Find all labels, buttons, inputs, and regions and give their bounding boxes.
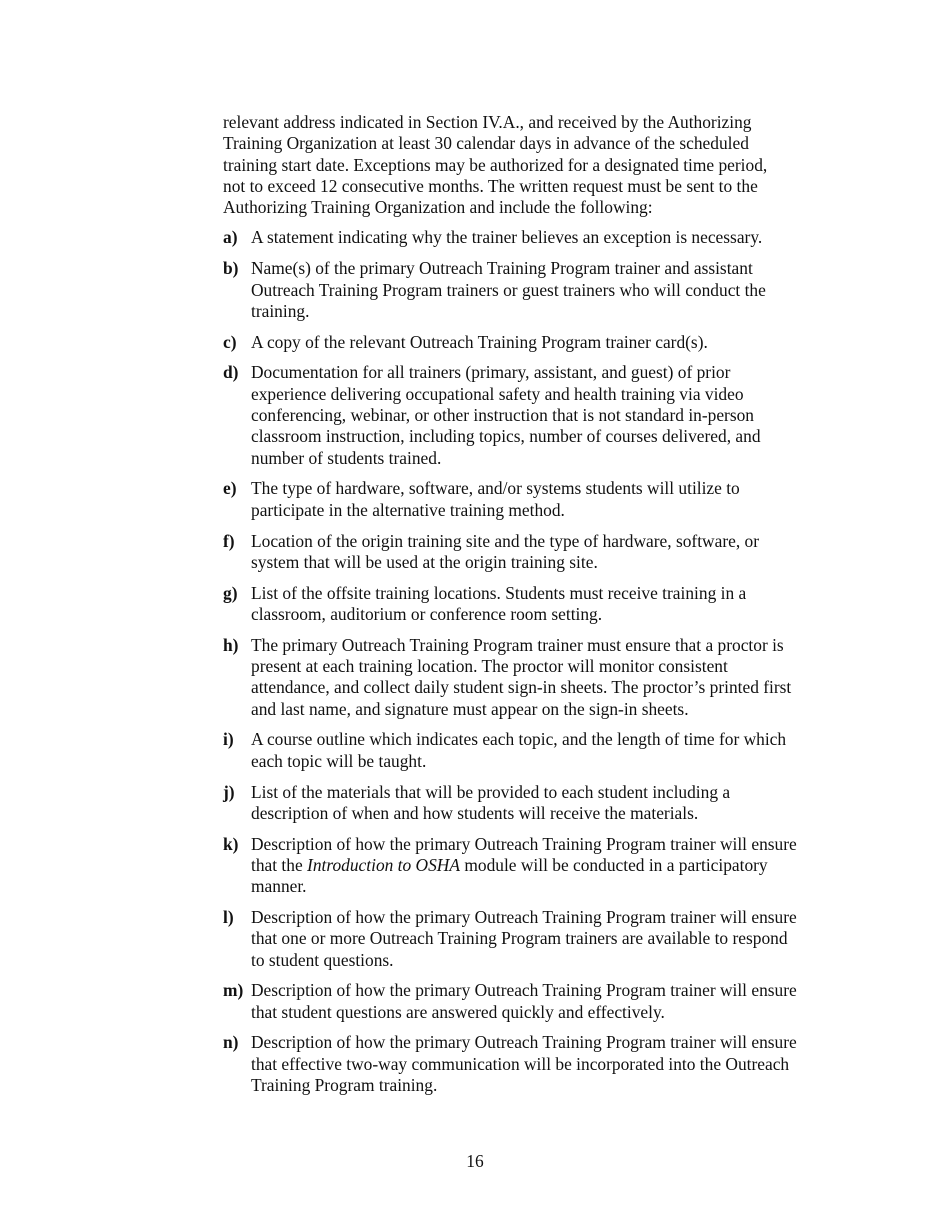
text-line: Documentation for all trainers (primary, assistant, and guest) of prior bbox=[251, 362, 731, 383]
list-item-g bbox=[223, 583, 843, 626]
list-item-b bbox=[223, 258, 843, 322]
list-item-text bbox=[251, 362, 843, 468]
list-item-m bbox=[223, 980, 843, 1023]
text-line: that student questions are answered quickly and effectively. bbox=[251, 1001, 665, 1022]
text-line: to student questions. bbox=[251, 949, 394, 970]
intro-line: relevant address indicated in Section IV.A., and received by the Authorizing bbox=[223, 112, 752, 132]
text-line: Description of how the primary Outreach Training Program trainer will ensure bbox=[251, 833, 797, 854]
text-line: The type of hardware, software, and/or systems students will utilize to bbox=[251, 478, 740, 499]
text-line: Description of how the primary Outreach Training Program trainer will ensure bbox=[251, 907, 797, 927]
list-item-text bbox=[251, 478, 843, 521]
text-line: The primary Outreach Training Program trainer must ensure that a proctor is bbox=[251, 634, 784, 655]
intro-line: Training Organization at least 30 calendar days in advance of the scheduled bbox=[223, 133, 749, 154]
text-line: Description of how the primary Outreach Training Program trainer will ensure bbox=[251, 1032, 797, 1053]
text-line: Training Program training. bbox=[251, 1075, 438, 1096]
page-number: 16 bbox=[466, 1151, 484, 1171]
list-marker: k) bbox=[223, 833, 239, 854]
text-line: description of when and how students will receive the materials. bbox=[251, 802, 699, 823]
list-item-a bbox=[223, 227, 843, 248]
list-marker: c) bbox=[223, 331, 237, 352]
list-marker: d) bbox=[223, 362, 239, 383]
list-item-text bbox=[251, 583, 843, 626]
text-line: system that will be used at the origin training site. bbox=[251, 551, 598, 572]
intro-line: training start date. Exceptions may be authorized for a designated time period, bbox=[223, 154, 768, 175]
text-line: present at each training location. The proctor will monitor consistent bbox=[251, 656, 728, 677]
list-item-text bbox=[251, 531, 843, 574]
list-item-n bbox=[223, 1032, 843, 1096]
text-segment: module will be conducted in a participatory bbox=[460, 854, 768, 875]
list-item-c bbox=[223, 332, 843, 353]
intro-line: Authorizing Training Organization and include the following: bbox=[223, 197, 653, 218]
intro-paragraph bbox=[223, 112, 843, 218]
text-line: A statement indicating why the trainer believes an exception is necessary. bbox=[251, 227, 763, 248]
text-segment: that the bbox=[251, 854, 308, 875]
text-line: classroom instruction, including topics, number of courses delivered, and bbox=[251, 426, 761, 447]
list-marker: i) bbox=[223, 729, 234, 750]
list-item-text bbox=[251, 1032, 843, 1096]
list-marker: g) bbox=[223, 582, 238, 603]
list-marker: l) bbox=[223, 907, 234, 927]
text-line: manner. bbox=[251, 876, 307, 897]
text-line: Name(s) of the primary Outreach Training Program trainer and assistant bbox=[251, 258, 753, 279]
course-title-italic: Introduction to OSHA bbox=[307, 854, 460, 875]
list-marker: e) bbox=[223, 478, 237, 499]
list-item-l bbox=[223, 907, 843, 971]
text-line: and last name, and signature must appear on the sign-in sheets. bbox=[251, 698, 689, 719]
list-marker: f) bbox=[223, 530, 235, 551]
list-item-i bbox=[223, 729, 843, 772]
list-item-text bbox=[251, 834, 843, 898]
text-line: experience delivering occupational safety and health training via video bbox=[251, 383, 744, 404]
list-marker: j) bbox=[223, 781, 235, 802]
list-item-text bbox=[251, 980, 843, 1023]
text-line: Description of how the primary Outreach Training Program trainer will ensure bbox=[251, 980, 797, 1001]
list-item-f bbox=[223, 531, 843, 574]
list-item-h bbox=[223, 635, 843, 720]
text-line: classroom, auditorium or conference room setting. bbox=[251, 603, 603, 624]
requirements-list bbox=[223, 227, 843, 1096]
text-line: training. bbox=[251, 300, 310, 321]
text-line: that one or more Outreach Training Program trainers are available to respond bbox=[251, 928, 788, 949]
text-line: Location of the origin training site and the type of hardware, software, or bbox=[251, 530, 760, 551]
text-line: List of the materials that will be provided to each student including a bbox=[251, 781, 731, 802]
list-item-text bbox=[251, 729, 843, 772]
list-item-text bbox=[251, 332, 843, 353]
list-item-d bbox=[223, 362, 843, 468]
text-line: A copy of the relevant Outreach Training Program trainer card(s). bbox=[251, 331, 708, 352]
text-line: that effective two-way communication will be incorporated into the Outreach bbox=[251, 1053, 790, 1074]
text-line: A course outline which indicates each topic, and the length of time for which bbox=[251, 729, 787, 750]
list-marker: n) bbox=[223, 1032, 239, 1053]
list-item-text bbox=[251, 635, 843, 720]
page-content bbox=[223, 112, 843, 1106]
list-marker: h) bbox=[223, 634, 239, 655]
list-item-text bbox=[251, 782, 843, 825]
text-line: List of the offsite training locations. Students must receive training in a bbox=[251, 582, 747, 603]
text-line: each topic will be taught. bbox=[251, 750, 427, 771]
list-item-text bbox=[251, 227, 843, 248]
list-marker: b) bbox=[223, 258, 239, 279]
text-line: number of students trained. bbox=[251, 447, 442, 468]
list-item-k bbox=[223, 834, 843, 898]
text-line: Outreach Training Program trainers or guest trainers who will conduct the bbox=[251, 279, 766, 300]
text-line: conferencing, webinar, or other instruction that is not standard in-person bbox=[251, 405, 755, 426]
list-item-j bbox=[223, 782, 843, 825]
list-item-e bbox=[223, 478, 843, 521]
text-line: participate in the alternative training method. bbox=[251, 499, 565, 520]
list-item-text bbox=[251, 258, 843, 322]
list-marker: a) bbox=[223, 227, 238, 248]
list-marker: m) bbox=[223, 980, 244, 1001]
intro-line: not to exceed 12 consecutive months. The written request must be sent to the bbox=[223, 175, 758, 196]
list-item-text bbox=[251, 907, 843, 971]
text-line: attendance, and collect daily student sign-in sheets. The proctor’s printed first bbox=[251, 677, 792, 698]
